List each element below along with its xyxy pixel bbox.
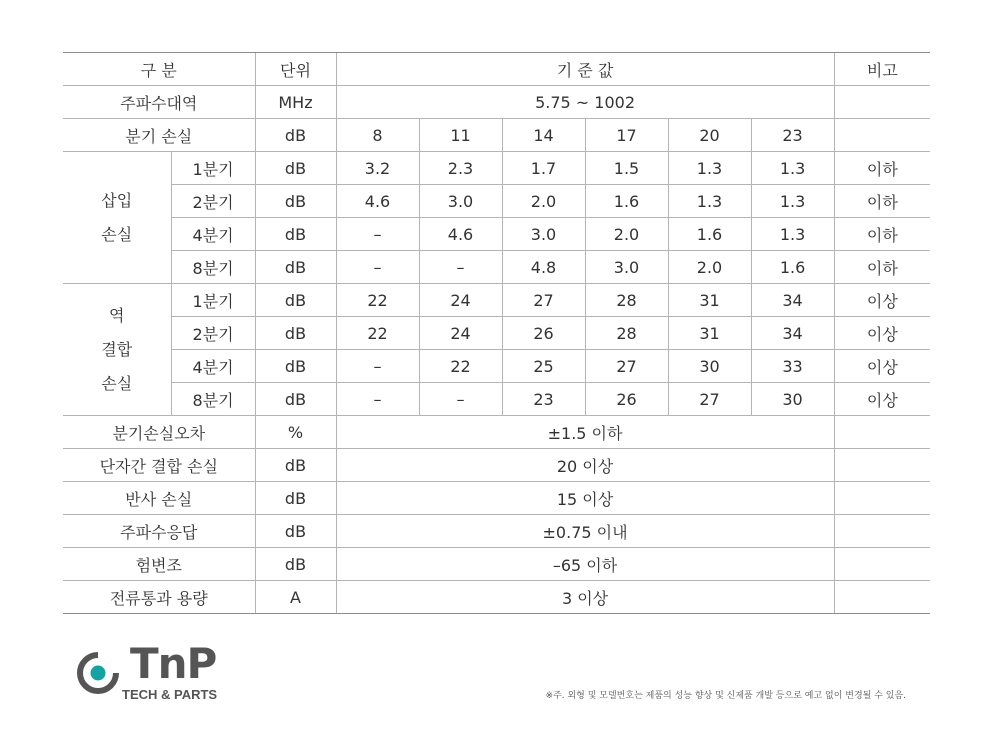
cell-value: –: [336, 251, 419, 284]
cell-value: 1.6: [668, 218, 751, 251]
row-unit: dB: [255, 350, 336, 383]
row-unit: dB: [255, 548, 336, 581]
brand-tagline: TECH & PARTS: [122, 687, 218, 702]
sub-label: 2분기: [171, 185, 255, 218]
row-unit: dB: [255, 251, 336, 284]
row-remark: 이상: [834, 284, 930, 317]
row-label: 주파수응답: [63, 515, 255, 548]
cell-value: –: [336, 350, 419, 383]
frequency-band-row: [63, 86, 930, 119]
row-remark: [834, 119, 930, 152]
insertion-loss-group-label: [63, 152, 171, 284]
cell-value: 3.0: [585, 251, 668, 284]
header-remark: 비고: [834, 53, 930, 86]
row-label: 분기 손실: [63, 119, 255, 152]
row-remark: [834, 482, 930, 515]
header-standard: 기 준 값: [336, 53, 834, 86]
reverse-coupling-row: [63, 317, 930, 350]
row-unit: dB: [255, 515, 336, 548]
cell-value: 34: [751, 284, 834, 317]
cell-value: 1.6: [751, 251, 834, 284]
cell-value: 24: [419, 317, 502, 350]
cell-value: 28: [585, 317, 668, 350]
cell-value: –: [336, 218, 419, 251]
logo-mark-icon: [76, 651, 120, 695]
cell-value: 26: [502, 317, 585, 350]
sub-label: 8분기: [171, 383, 255, 416]
row-remark: 이하: [834, 185, 930, 218]
cell-value: 25: [502, 350, 585, 383]
cell-value: 22: [419, 350, 502, 383]
cell-value: 30: [751, 383, 834, 416]
row-unit: dB: [255, 185, 336, 218]
row-value: 15 이상: [336, 482, 834, 515]
insertion-loss-row: [63, 185, 930, 218]
row-remark: 이하: [834, 251, 930, 284]
row-unit: MHz: [255, 86, 336, 119]
split-value: 20: [668, 119, 751, 152]
sub-label: 1분기: [171, 284, 255, 317]
cell-value: 27: [502, 284, 585, 317]
row-unit: dB: [255, 482, 336, 515]
reverse-coupling-group-label: [63, 284, 171, 416]
sub-label: 2분기: [171, 317, 255, 350]
cell-value: 31: [668, 284, 751, 317]
row-unit: dB: [255, 284, 336, 317]
split-loss-error-row: [63, 416, 930, 449]
cell-value: 1.3: [751, 152, 834, 185]
row-remark: 이상: [834, 383, 930, 416]
cell-value: 22: [336, 317, 419, 350]
cell-value: 27: [585, 350, 668, 383]
header-unit: 단위: [255, 53, 336, 86]
insertion-loss-row: [63, 218, 930, 251]
cell-value: 2.3: [419, 152, 502, 185]
row-remark: [834, 86, 930, 119]
cell-value: 34: [751, 317, 834, 350]
sub-label: 8분기: [171, 251, 255, 284]
cell-value: 31: [668, 317, 751, 350]
row-remark: 이상: [834, 350, 930, 383]
cell-value: 23: [502, 383, 585, 416]
cell-value: 2.0: [502, 185, 585, 218]
cell-value: 2.0: [585, 218, 668, 251]
row-remark: [834, 416, 930, 449]
cell-value: 1.6: [585, 185, 668, 218]
cell-value: –: [419, 383, 502, 416]
split-value: 17: [585, 119, 668, 152]
header-category: 구 분: [63, 53, 255, 86]
insertion-loss-row: [63, 251, 930, 284]
split-value: 8: [336, 119, 419, 152]
cell-value: 1.5: [585, 152, 668, 185]
cell-value: 3.0: [419, 185, 502, 218]
cell-value: 33: [751, 350, 834, 383]
row-unit: dB: [255, 449, 336, 482]
row-remark: [834, 515, 930, 548]
group-label-line: 손실: [101, 373, 133, 393]
hum-modulation-row: [63, 548, 930, 581]
brand-logo: [76, 639, 276, 713]
cell-value: 30: [668, 350, 751, 383]
cell-value: –: [419, 251, 502, 284]
sub-label: 4분기: [171, 350, 255, 383]
cell-value: 24: [419, 284, 502, 317]
row-remark: [834, 581, 930, 614]
row-remark: [834, 449, 930, 482]
group-label-line: 결합: [101, 339, 133, 359]
sub-label: 4분기: [171, 218, 255, 251]
cell-value: 3.0: [502, 218, 585, 251]
cell-value: 4.8: [502, 251, 585, 284]
current-capacity-row: [63, 581, 930, 614]
sub-label: 1분기: [171, 152, 255, 185]
row-unit: dB: [255, 218, 336, 251]
row-label: 분기손실오차: [63, 416, 255, 449]
cell-value: 1.3: [668, 185, 751, 218]
row-value: ±0.75 이내: [336, 515, 834, 548]
row-value: 3 이상: [336, 581, 834, 614]
cell-value: 26: [585, 383, 668, 416]
row-unit: dB: [255, 317, 336, 350]
row-unit: dB: [255, 383, 336, 416]
cell-value: 22: [336, 284, 419, 317]
row-label: 전류통과 용량: [63, 581, 255, 614]
row-label: 험변조: [63, 548, 255, 581]
insertion-loss-row: [63, 152, 930, 185]
row-remark: 이하: [834, 218, 930, 251]
row-label: 단자간 결합 손실: [63, 449, 255, 482]
row-unit: dB: [255, 152, 336, 185]
port-coupling-loss-row: [63, 449, 930, 482]
group-label-line: 손실: [101, 224, 133, 244]
cell-value: 3.2: [336, 152, 419, 185]
row-value: –65 이하: [336, 548, 834, 581]
return-loss-row: [63, 482, 930, 515]
row-value: ±1.5 이하: [336, 416, 834, 449]
row-remark: 이하: [834, 152, 930, 185]
cell-value: –: [336, 383, 419, 416]
cell-value: 28: [585, 284, 668, 317]
reverse-coupling-row: [63, 284, 930, 317]
split-value: 11: [419, 119, 502, 152]
header-row: [63, 53, 930, 86]
footnote: ※주. 외형 및 모델번호는 제품의 성능 향상 및 신제품 개발 등으로 예고 없이 변경될 수 있음.: [545, 691, 906, 701]
frequency-response-row: [63, 515, 930, 548]
split-loss-row: [63, 119, 930, 152]
split-value: 14: [502, 119, 585, 152]
cell-value: 2.0: [668, 251, 751, 284]
cell-value: 27: [668, 383, 751, 416]
row-label: 주파수대역: [63, 86, 255, 119]
row-remark: [834, 548, 930, 581]
cell-value: 1.3: [751, 218, 834, 251]
row-unit: A: [255, 581, 336, 614]
row-label: 반사 손실: [63, 482, 255, 515]
cell-value: 4.6: [336, 185, 419, 218]
split-value: 23: [751, 119, 834, 152]
brand-name: TnP: [130, 639, 217, 688]
row-remark: 이상: [834, 317, 930, 350]
row-value: 5.75 ~ 1002: [336, 86, 834, 119]
reverse-coupling-row: [63, 350, 930, 383]
reverse-coupling-row: [63, 383, 930, 416]
cell-value: 1.3: [668, 152, 751, 185]
row-value: 20 이상: [336, 449, 834, 482]
group-label-line: 삽입: [101, 190, 133, 210]
row-unit: %: [255, 416, 336, 449]
cell-value: 4.6: [419, 218, 502, 251]
cell-value: 1.7: [502, 152, 585, 185]
specification-table: [63, 52, 930, 614]
row-unit: dB: [255, 119, 336, 152]
cell-value: 1.3: [751, 185, 834, 218]
group-label-line: 역: [109, 305, 125, 325]
